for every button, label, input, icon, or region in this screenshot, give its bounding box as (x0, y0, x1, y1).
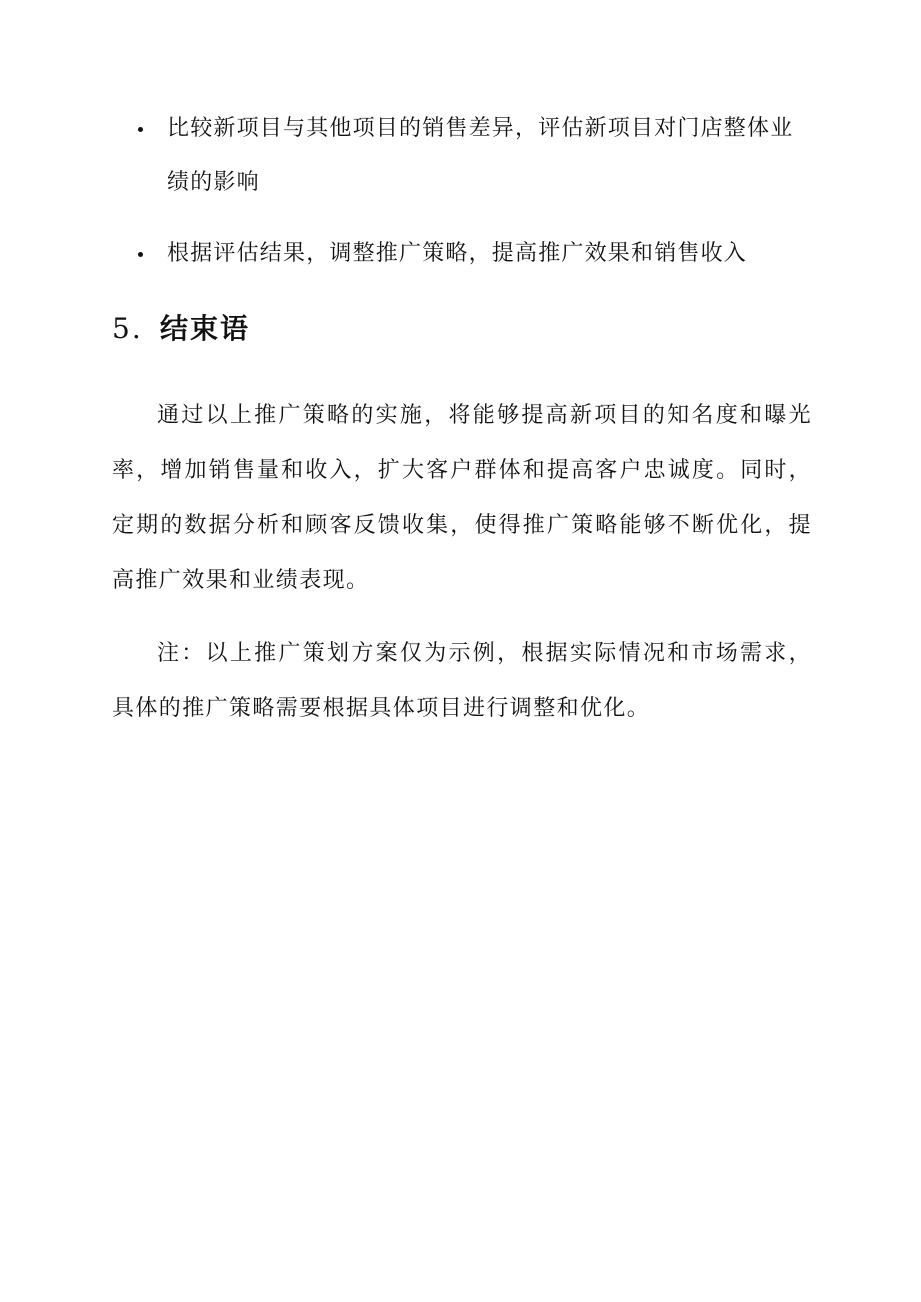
bullet-text: 比较新项目与其他项目的销售差异，评估新项目对门店整体业绩的影响 (167, 116, 794, 195)
section-number: 5. (112, 312, 143, 345)
body-paragraph: 通过以上推广策略的实施，将能够提高新项目的知名度和曝光率，增加销售量和收入，扩大客户群体和提高客户忠诚度。同时，定期的数据分析和顾客反馈收集，使得推广策略能够不断优化，提高推广效果和业绩表现。 (112, 403, 812, 593)
note-paragraph: 注：以上推广策划方案仅为示例，根据实际情况和市场需求，具体的推广策略需要根据具体项目进行调整和优化。 (112, 641, 812, 721)
section-heading (112, 307, 250, 351)
bullet-text: 根据评估结果，调整推广策略，提高推广效果和销售收入 (167, 241, 748, 266)
bullet-dot-icon (138, 252, 143, 257)
bullet-item (112, 227, 812, 281)
section-title: 结束语 (160, 312, 251, 345)
bullet-item (112, 102, 812, 210)
bullet-dot-icon (138, 127, 143, 132)
